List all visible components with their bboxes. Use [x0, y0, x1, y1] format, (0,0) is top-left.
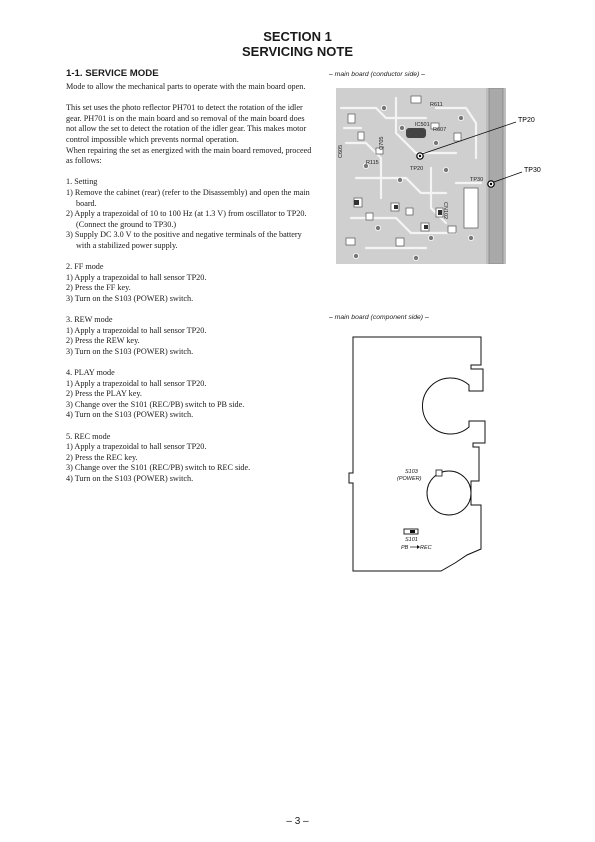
page-number: – 3 –	[286, 816, 309, 827]
service-mode-column	[66, 68, 316, 485]
s103-label: S103	[405, 469, 418, 475]
play-step: 3) Change over the S101 (REC/PB) switch to PB side.	[66, 399, 245, 409]
setting-step: 2) Apply a trapezoidal of 10 to 100 Hz (at 1.3 V) from oscillator to TP20. (Connect the ground to TP30.)	[66, 209, 307, 229]
ff-mode-title: 2. FF mode	[66, 262, 104, 272]
tp30-callout: TP30	[524, 167, 541, 174]
pcb-label: CN102	[442, 202, 448, 220]
pcb-label: Q705	[379, 136, 385, 150]
section-number: SECTION 1	[263, 29, 332, 44]
rec-label: REC	[420, 545, 432, 551]
rew-step: 2) Press the REW key.	[66, 336, 140, 346]
pcb-label: R607	[433, 127, 447, 133]
setting-step: 3) Supply DC 3.0 V to the positive and negative terminals of the battery with a stabilized power supply.	[66, 230, 302, 250]
rec-step: 2) Press the REC key.	[66, 452, 138, 462]
repair-paragraph: When repairing the set as energized with the main board removed, proceed as follows:	[66, 145, 312, 166]
s103-switch	[436, 470, 442, 476]
pcb-label: R115	[366, 160, 379, 166]
play-mode-title: 4. PLAY mode	[66, 368, 115, 378]
component-side-caption: – main board (component side) –	[329, 314, 429, 321]
pcb-label: TP20	[410, 166, 424, 172]
section-title: SERVICING NOTE	[241, 44, 353, 59]
pb-label: PB	[401, 545, 409, 551]
rew-step: 3) Turn on the S103 (POWER) switch.	[66, 346, 194, 356]
photo-reflector-paragraph: This set uses the photo reflector PH701 to detect the rotation of the idler gear. PH701 is on the main board and so removal of the main board does not allow the set to detect the rotation of the idler gear. This makes motor control impossible which prevents normal operation.	[66, 103, 307, 144]
pcb-label: TP30	[470, 177, 484, 183]
ff-step: 2) Press the FF key.	[66, 283, 131, 293]
service-mode-heading: 1-1. SERVICE MODE	[66, 68, 159, 79]
rec-step: 4) Turn on the S103 (POWER) switch.	[66, 473, 194, 483]
intro-paragraph: Mode to allow the mechanical parts to operate with the main board open.	[66, 82, 306, 91]
conductor-side-caption: – main board (conductor side) –	[329, 71, 425, 78]
rew-mode-title: 3. REW mode	[66, 315, 113, 325]
rec-mode-title: 5. REC mode	[66, 431, 111, 441]
rec-step: 3) Change over the S101 (REC/PB) switch to REC side.	[66, 463, 251, 473]
rew-step: 1) Apply a trapezoidal to hall sensor TP20.	[66, 325, 207, 335]
s101-label: S101	[405, 537, 418, 543]
power-label: (POWER)	[397, 476, 422, 482]
pcb-label: IC501	[415, 122, 430, 128]
rec-step: 1) Apply a trapezoidal to hall sensor TP20.	[66, 442, 207, 452]
setting-step: 1) Remove the cabinet (rear) (refer to the Disassembly) and open the main board.	[66, 187, 310, 208]
ff-step: 3) Turn on the S103 (POWER) switch.	[66, 293, 194, 303]
setting-title: 1. Setting	[66, 177, 98, 187]
conductor-side-figure	[336, 88, 566, 264]
play-step: 2) Press the PLAY key.	[66, 389, 142, 399]
pcb-label: C605	[338, 144, 344, 158]
pcb-label: R611	[430, 102, 443, 108]
ff-step: 1) Apply a trapezoidal to hall sensor TP20.	[66, 272, 207, 282]
play-step: 4) Turn on the S103 (POWER) switch.	[66, 410, 194, 420]
component-side-figure	[345, 333, 495, 578]
power-switch-outline	[427, 471, 471, 515]
board-outline	[345, 333, 495, 578]
play-step: 1) Apply a trapezoidal to hall sensor TP20.	[66, 378, 207, 388]
pcb-photo	[336, 88, 566, 264]
tp20-callout: TP20	[518, 117, 535, 124]
